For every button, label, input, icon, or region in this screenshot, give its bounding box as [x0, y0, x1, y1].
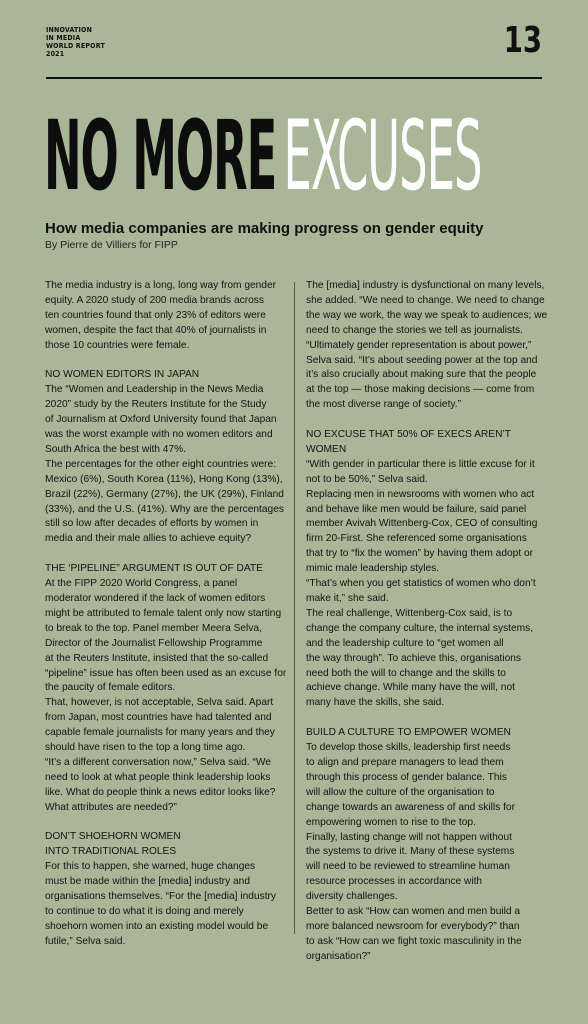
- text-line: need both the will to change and the skills to: [306, 667, 506, 679]
- text-line: The percentages for the other eight countries were:: [45, 458, 277, 470]
- text-line: of Journalism at Oxford University found that Japan: [45, 414, 277, 426]
- text-line: need to look at what people think leadership looks: [45, 771, 271, 783]
- intro-paragraph: [306, 279, 552, 413]
- text-line: women, despite the fact that 40% of journalists in: [45, 324, 267, 336]
- text-line: Mexico (6%), South Korea (11%), Hong Kong (13%),: [45, 473, 283, 485]
- text-line: will allow the culture of the organisation to: [306, 786, 495, 798]
- text-line: change the company culture, the internal systems,: [306, 622, 534, 634]
- text-line: change towards an awareness of and skills for: [306, 801, 515, 813]
- text-line: that try to “fix the women” by having them adopt or: [306, 548, 534, 560]
- text-line: For this to happen, she warned, huge changes: [45, 861, 256, 873]
- text-line: That, however, is not acceptable, Selva said. Apart: [45, 697, 274, 709]
- text-line: like. What do people think a news editor looks like?: [45, 786, 276, 798]
- text-line: media and their male allies to achieve equity?: [45, 533, 252, 545]
- masthead-line: WORLD REPORT: [46, 42, 105, 50]
- text-line: those 10 countries were female.: [45, 339, 190, 351]
- text-line: (33%), and the U.S. (41%). Why are the percentages: [45, 503, 284, 515]
- text-line: equity. A 2020 study of 200 media brands across: [45, 294, 264, 306]
- text-line: futile,” Selva said.: [45, 935, 126, 947]
- text-line: At the FIPP 2020 World Congress, a panel: [45, 578, 238, 590]
- article-subtitle: How media companies are making progress on gender equity: [45, 220, 484, 237]
- text-line: make it,” she said.: [306, 593, 389, 605]
- text-line: it’s also crucially about making sure that the people: [306, 369, 537, 381]
- text-line: from Japan, most countries have had talented and: [45, 712, 272, 724]
- text-line: was the worst example with no women editors and: [45, 429, 273, 441]
- text-line: to continue to do what it is doing and merely: [45, 906, 244, 918]
- top-divider: [46, 77, 542, 79]
- text-line: still so low after decades of efforts by women in: [45, 518, 259, 530]
- section-heading: THE ‘PIPELINE” ARGUMENT IS OUT OF DATE: [45, 563, 263, 575]
- text-line: Better to ask “How can women and men build a: [306, 906, 521, 918]
- section-shoehorn: [45, 830, 291, 949]
- text-line: “pipeline” issue has often been used as an excuse for: [45, 667, 287, 679]
- text-line: “Ultimately gender representation is about power,”: [306, 339, 532, 351]
- text-line: Selva said. “It’s about seeding power at the top and: [306, 354, 538, 366]
- intro-paragraph: [45, 279, 291, 354]
- headline-dark-part: NO MORE: [44, 100, 277, 212]
- section-heading: DON’T SHOEHORN WOMEN: [45, 831, 181, 843]
- text-line: she added. “We need to change. We need to change: [306, 294, 545, 306]
- text-line: must be made within the [media] industry and: [45, 876, 250, 888]
- text-line: many have the skills, she said.: [306, 697, 445, 709]
- section-japan: [45, 368, 291, 547]
- text-line: To develop those skills, leadership first needs: [306, 742, 511, 754]
- text-line: achieve change. While many have the will, not: [306, 682, 515, 694]
- text-line: should have risen to the top a long time ago.: [45, 742, 246, 754]
- section-culture: [306, 726, 552, 965]
- text-line: member Avivah Wittenberg-Cox, CEO of consulting: [306, 518, 538, 530]
- text-line: diversity challenges.: [306, 891, 398, 903]
- section-heading: BUILD A CULTURE TO EMPOWER WOMEN: [306, 727, 511, 739]
- text-line: to break to the top. Panel member Meera Selva,: [45, 622, 262, 634]
- text-line: mimic male leadership styles.: [306, 563, 440, 575]
- text-line: the systems to drive it. Many of these systems: [306, 846, 515, 858]
- section-execs: [306, 428, 552, 711]
- section-pipeline: [45, 562, 291, 815]
- text-line: ten countries found that only 23% of editors were: [45, 309, 266, 321]
- text-line: to ask “How can we fight toxic masculinity in the: [306, 935, 522, 947]
- text-line: 2020” study by the Reuters Institute for the Study: [45, 399, 267, 411]
- text-line: resource processes in accordance with: [306, 876, 483, 888]
- left-column: [45, 279, 291, 950]
- page-number: 13: [503, 20, 542, 61]
- article-headline: [44, 100, 482, 212]
- text-line: Finally, lasting change will not happen without: [306, 831, 512, 843]
- masthead-line: 2021: [46, 50, 65, 58]
- headline-light-part: EXCUSES: [283, 100, 482, 212]
- text-line: through this process of gender balance. This: [306, 771, 507, 783]
- text-line: the paucity of female editors.: [45, 682, 176, 694]
- text-line: organisation?”: [306, 950, 371, 962]
- text-line: need to change the stories we tell as journalists.: [306, 324, 523, 336]
- text-line: Director of the Journalist Fellowship Programme: [45, 637, 263, 649]
- text-line: “It’s a different conversation now,” Selva said. “We: [45, 756, 271, 768]
- text-line: What attributes are needed?”: [45, 801, 177, 813]
- text-line: not to be 50%,” Selva said.: [306, 473, 428, 485]
- text-line: moderator wondered if the lack of women editors: [45, 593, 266, 604]
- text-line: The “Women and Leadership in the News Media: [45, 384, 264, 396]
- text-line: more balanced newsroom for everybody?” than: [306, 920, 520, 932]
- text-line: Replacing men in newsrooms with women who act: [306, 488, 535, 500]
- text-line: might be attributed to female talent only now starting: [45, 607, 282, 619]
- text-line: The [media] industry is dysfunctional on many levels,: [306, 280, 545, 291]
- article-byline: By Pierre de Villiers for FIPP: [45, 239, 178, 251]
- section-heading: NO EXCUSE THAT 50% OF EXECS AREN’T WOMEN: [306, 429, 511, 455]
- text-line: will need to be reviewed to streamline human: [306, 861, 510, 873]
- text-line: at the top — those making decisions — come from: [306, 384, 535, 396]
- text-line: the way we work, the way we speak to audiences; we: [306, 309, 548, 321]
- text-line: “That’s when you get statistics of women who don’t: [306, 578, 536, 590]
- text-line: and behave like men would be failure, said panel: [306, 503, 527, 515]
- text-line: empowering women to rise to the top.: [306, 816, 476, 828]
- right-column: [306, 279, 552, 965]
- section-heading: INTO TRADITIONAL ROLES: [45, 846, 177, 858]
- column-divider: [294, 282, 295, 934]
- text-line: and the leadership culture to “get women all: [306, 637, 504, 649]
- text-line: firm 20-First. She referenced some organisations: [306, 533, 527, 545]
- text-line: “With gender in particular there is little excuse for it: [306, 458, 535, 470]
- report-masthead: [46, 26, 105, 58]
- section-heading: NO WOMEN EDITORS IN JAPAN: [45, 369, 200, 381]
- text-line: The media industry is a long, long way from gender: [45, 280, 277, 291]
- text-line: South Africa the best with 47%.: [45, 443, 187, 455]
- text-line: to align and prepare managers to lead them: [306, 756, 504, 768]
- masthead-line: IN MEDIA: [46, 34, 81, 42]
- masthead-line: INNOVATION: [46, 26, 93, 34]
- text-line: shoehorn women into an existing model would be: [45, 920, 269, 932]
- text-line: The real challenge, Wittenberg-Cox said, is to: [306, 607, 513, 619]
- text-line: Brazil (22%), Germany (27%), the UK (29%), Finland: [45, 488, 284, 500]
- text-line: at the Reuters Institute, insisted that the so-called: [45, 652, 269, 664]
- text-line: organisations themselves. “For the [media] industry: [45, 891, 277, 903]
- text-line: capable female journalists for many years and they: [45, 727, 275, 739]
- text-line: the way through”. To achieve this, organisations: [306, 652, 522, 664]
- text-line: the most diverse range of society.”: [306, 399, 461, 411]
